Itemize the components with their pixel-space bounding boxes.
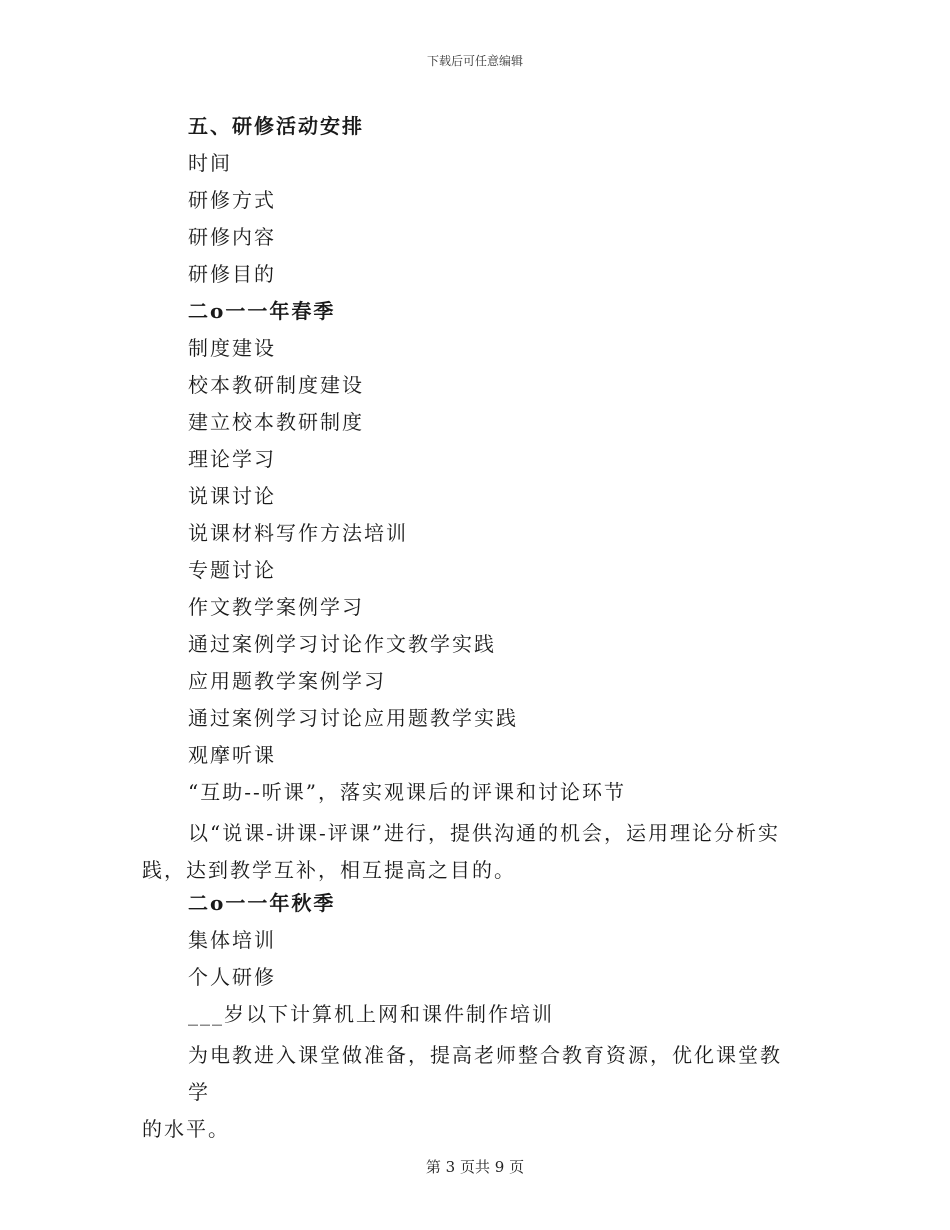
list-item: 通过案例学习讨论应用题教学实践: [188, 706, 518, 730]
paragraph-line: 的水平。: [142, 1117, 230, 1141]
list-item: 观摩听课: [188, 743, 276, 767]
list-item: 应用题教学案例学习: [188, 669, 386, 693]
list-item: 建立校本教研制度: [188, 410, 364, 434]
paragraph-line: 以“说课-讲课-评课”进行，提供沟通的机会，运用理论分析实: [188, 821, 780, 845]
page-header: 下载后可任意编辑: [426, 54, 523, 68]
table-cell-goal: 研修目的: [188, 262, 276, 286]
list-item: 说课材料写作方法培训: [188, 521, 408, 545]
page-footer: 第 3 页共 9 页: [425, 1158, 525, 1176]
table-cell-method: 研修方式: [188, 188, 276, 212]
list-item: 说课讨论: [188, 484, 276, 508]
list-item: 通过案例学习讨论作文教学实践: [188, 632, 496, 656]
list-item: “互助--听课”，落实观课后的评课和讨论环节: [188, 780, 626, 804]
list-item: 理论学习: [188, 447, 276, 471]
list-item: 作文教学案例学习: [188, 595, 364, 619]
table-cell-content: 研修内容: [188, 225, 276, 249]
list-item: 校本教研制度建设: [188, 373, 364, 397]
section-heading: 五、研修活动安排: [188, 114, 364, 138]
paragraph-line: 践，达到教学互补，相互提高之目的。: [142, 858, 516, 882]
autumn-heading: 二o一一年秋季: [188, 891, 336, 915]
list-item: 制度建设: [188, 336, 276, 360]
paragraph: [142, 815, 802, 889]
paragraph-line: 为电教进入课堂做准备，提高老师整合教育资源，优化课堂教学: [188, 1043, 782, 1104]
spring-heading: 二o一一年春季: [188, 299, 336, 323]
paragraph: [142, 1037, 802, 1148]
list-item: ___岁以下计算机上网和课件制作培训: [188, 1002, 554, 1026]
list-item: 专题讨论: [188, 558, 276, 582]
list-item: 个人研修: [188, 965, 276, 989]
list-item: 集体培训: [188, 928, 276, 952]
table-cell-time: 时间: [188, 151, 232, 175]
